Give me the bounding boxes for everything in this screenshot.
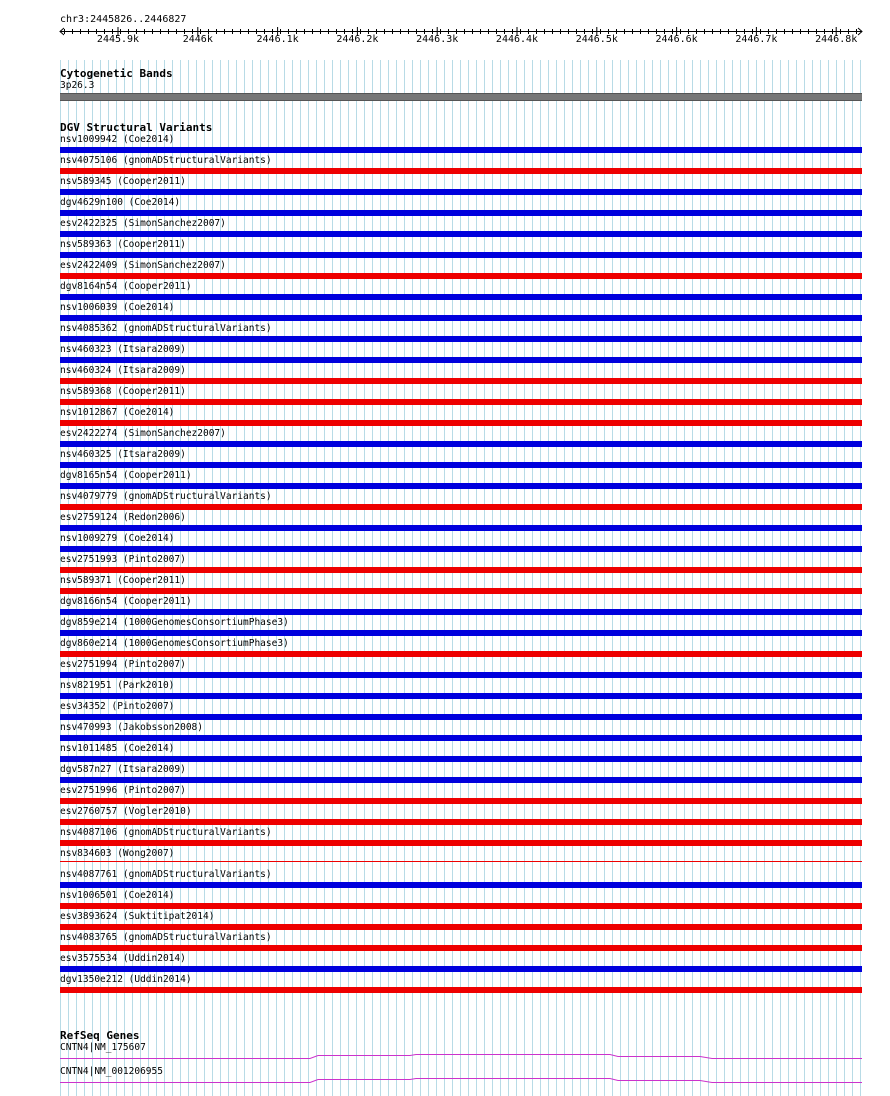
dgv-feature-label[interactable]: dgv8166n54 (Cooper2011) [60, 596, 192, 607]
dgv-feature-label[interactable]: dgv4629n100 (Coe2014) [60, 197, 181, 208]
cytoband-name[interactable]: 3p26.3 [60, 80, 95, 91]
locus-label: chr3:2445826..2446827 [60, 14, 187, 25]
dgv-feature-label[interactable]: nsv1006039 (Coe2014) [60, 302, 175, 313]
dgv-feature-label[interactable]: esv2422409 (SimonSanchez2007) [60, 260, 226, 271]
dgv-feature-label[interactable]: nsv589368 (Cooper2011) [60, 386, 186, 397]
dgv-feature-label[interactable]: nsv4075106 (gnomADStructuralVariants) [60, 155, 272, 166]
dgv-feature-label[interactable]: esv2751996 (Pinto2007) [60, 785, 186, 796]
dgv-feature-label[interactable]: dgv8165n54 (Cooper2011) [60, 470, 192, 481]
dgv-feature-label[interactable]: dgv587n27 (Itsara2009) [60, 764, 186, 775]
ruler-tick-label: 2446.6k [655, 34, 698, 45]
dgv-feature-label[interactable]: nsv1012867 (Coe2014) [60, 407, 175, 418]
dgv-feature-label[interactable]: esv34352 (Pinto2007) [60, 701, 175, 712]
ruler-tick-label: 2446k [182, 34, 213, 45]
dgv-feature-label[interactable]: nsv4087761 (gnomADStructuralVariants) [60, 869, 272, 880]
dgv-feature-label[interactable]: dgv859e214 (1000GenomesConsortiumPhase3) [60, 617, 289, 628]
dgv-feature-label[interactable]: esv2422325 (SimonSanchez2007) [60, 218, 226, 229]
dgv-feature-label[interactable]: esv3575534 (Uddin2014) [60, 953, 186, 964]
refseq-gene-line [60, 1055, 862, 1059]
dgv-feature-label[interactable]: nsv470993 (Jakobsson2008) [60, 722, 203, 733]
dgv-feature-label[interactable]: nsv1009942 (Coe2014) [60, 134, 175, 145]
ruler-tick-label: 2446.4k [495, 34, 539, 45]
ruler-tick-label: 2446.7k [735, 34, 778, 45]
ruler-tick-label: 2446.5k [575, 34, 618, 45]
dgv-feature-label[interactable]: nsv460323 (Itsara2009) [60, 344, 186, 355]
ruler-tick-label: 2446.8k [815, 34, 858, 45]
dgv-feature-label[interactable]: nsv589345 (Cooper2011) [60, 176, 186, 187]
dgv-feature-label[interactable]: nsv4085362 (gnomADStructuralVariants) [60, 323, 272, 334]
dgv-feature-label[interactable]: nsv460325 (Itsara2009) [60, 449, 186, 460]
dgv-feature-label[interactable]: dgv860e214 (1000GenomesConsortiumPhase3) [60, 638, 289, 649]
dgv-feature-label[interactable]: esv2760757 (Vogler2010) [60, 806, 192, 817]
refseq-gene-line [60, 1079, 862, 1083]
dgv-feature-label[interactable]: esv2751994 (Pinto2007) [60, 659, 186, 670]
refseq-gene-label[interactable]: CNTN4|NM_175607 [60, 1042, 146, 1053]
refseq-gene-label[interactable]: CNTN4|NM_001206955 [60, 1066, 163, 1077]
dgv-feature-label[interactable]: nsv1011485 (Coe2014) [60, 743, 175, 754]
dgv-feature-label[interactable]: nsv460324 (Itsara2009) [60, 365, 186, 376]
dgv-feature-label[interactable]: nsv4083765 (gnomADStructuralVariants) [60, 932, 272, 943]
dgv-feature-label[interactable]: nsv4079779 (gnomADStructuralVariants) [60, 491, 272, 502]
cytoband-track-title: Cytogenetic Bands [60, 67, 173, 80]
dgv-feature-label[interactable]: nsv1006501 (Coe2014) [60, 890, 175, 901]
dgv-feature-label[interactable]: nsv4087106 (gnomADStructuralVariants) [60, 827, 272, 838]
ruler-tick-label: 2445.9k [96, 34, 140, 45]
dgv-feature-label[interactable]: esv2751993 (Pinto2007) [60, 554, 186, 565]
dgv-feature-label[interactable]: nsv589363 (Cooper2011) [60, 239, 186, 250]
dgv-feature-label[interactable]: esv3893624 (Suktitipat2014) [60, 911, 215, 922]
ruler-tick-label: 2446.1k [256, 34, 299, 45]
dgv-feature-label[interactable]: esv2759124 (Redon2006) [60, 512, 186, 523]
ruler-tick-label: 2446.2k [336, 34, 379, 45]
dgv-feature-label[interactable]: dgv8164n54 (Cooper2011) [60, 281, 192, 292]
dgv-track-title: DGV Structural Variants [60, 121, 213, 134]
dgv-feature-label[interactable]: nsv834603 (Wong2007) [60, 848, 175, 859]
dgv-feature-label[interactable]: nsv1009279 (Coe2014) [60, 533, 175, 544]
dgv-feature-label[interactable]: dgv1350e212 (Uddin2014) [60, 974, 192, 985]
refseq-track-title: RefSeq Genes [60, 1029, 140, 1042]
dgv-feature-label[interactable]: esv2422274 (SimonSanchez2007) [60, 428, 226, 439]
dgv-feature-label[interactable]: nsv589371 (Cooper2011) [60, 575, 186, 586]
dgv-feature-label[interactable]: nsv821951 (Park2010) [60, 680, 175, 691]
ruler-tick-label: 2446.3k [416, 34, 459, 45]
